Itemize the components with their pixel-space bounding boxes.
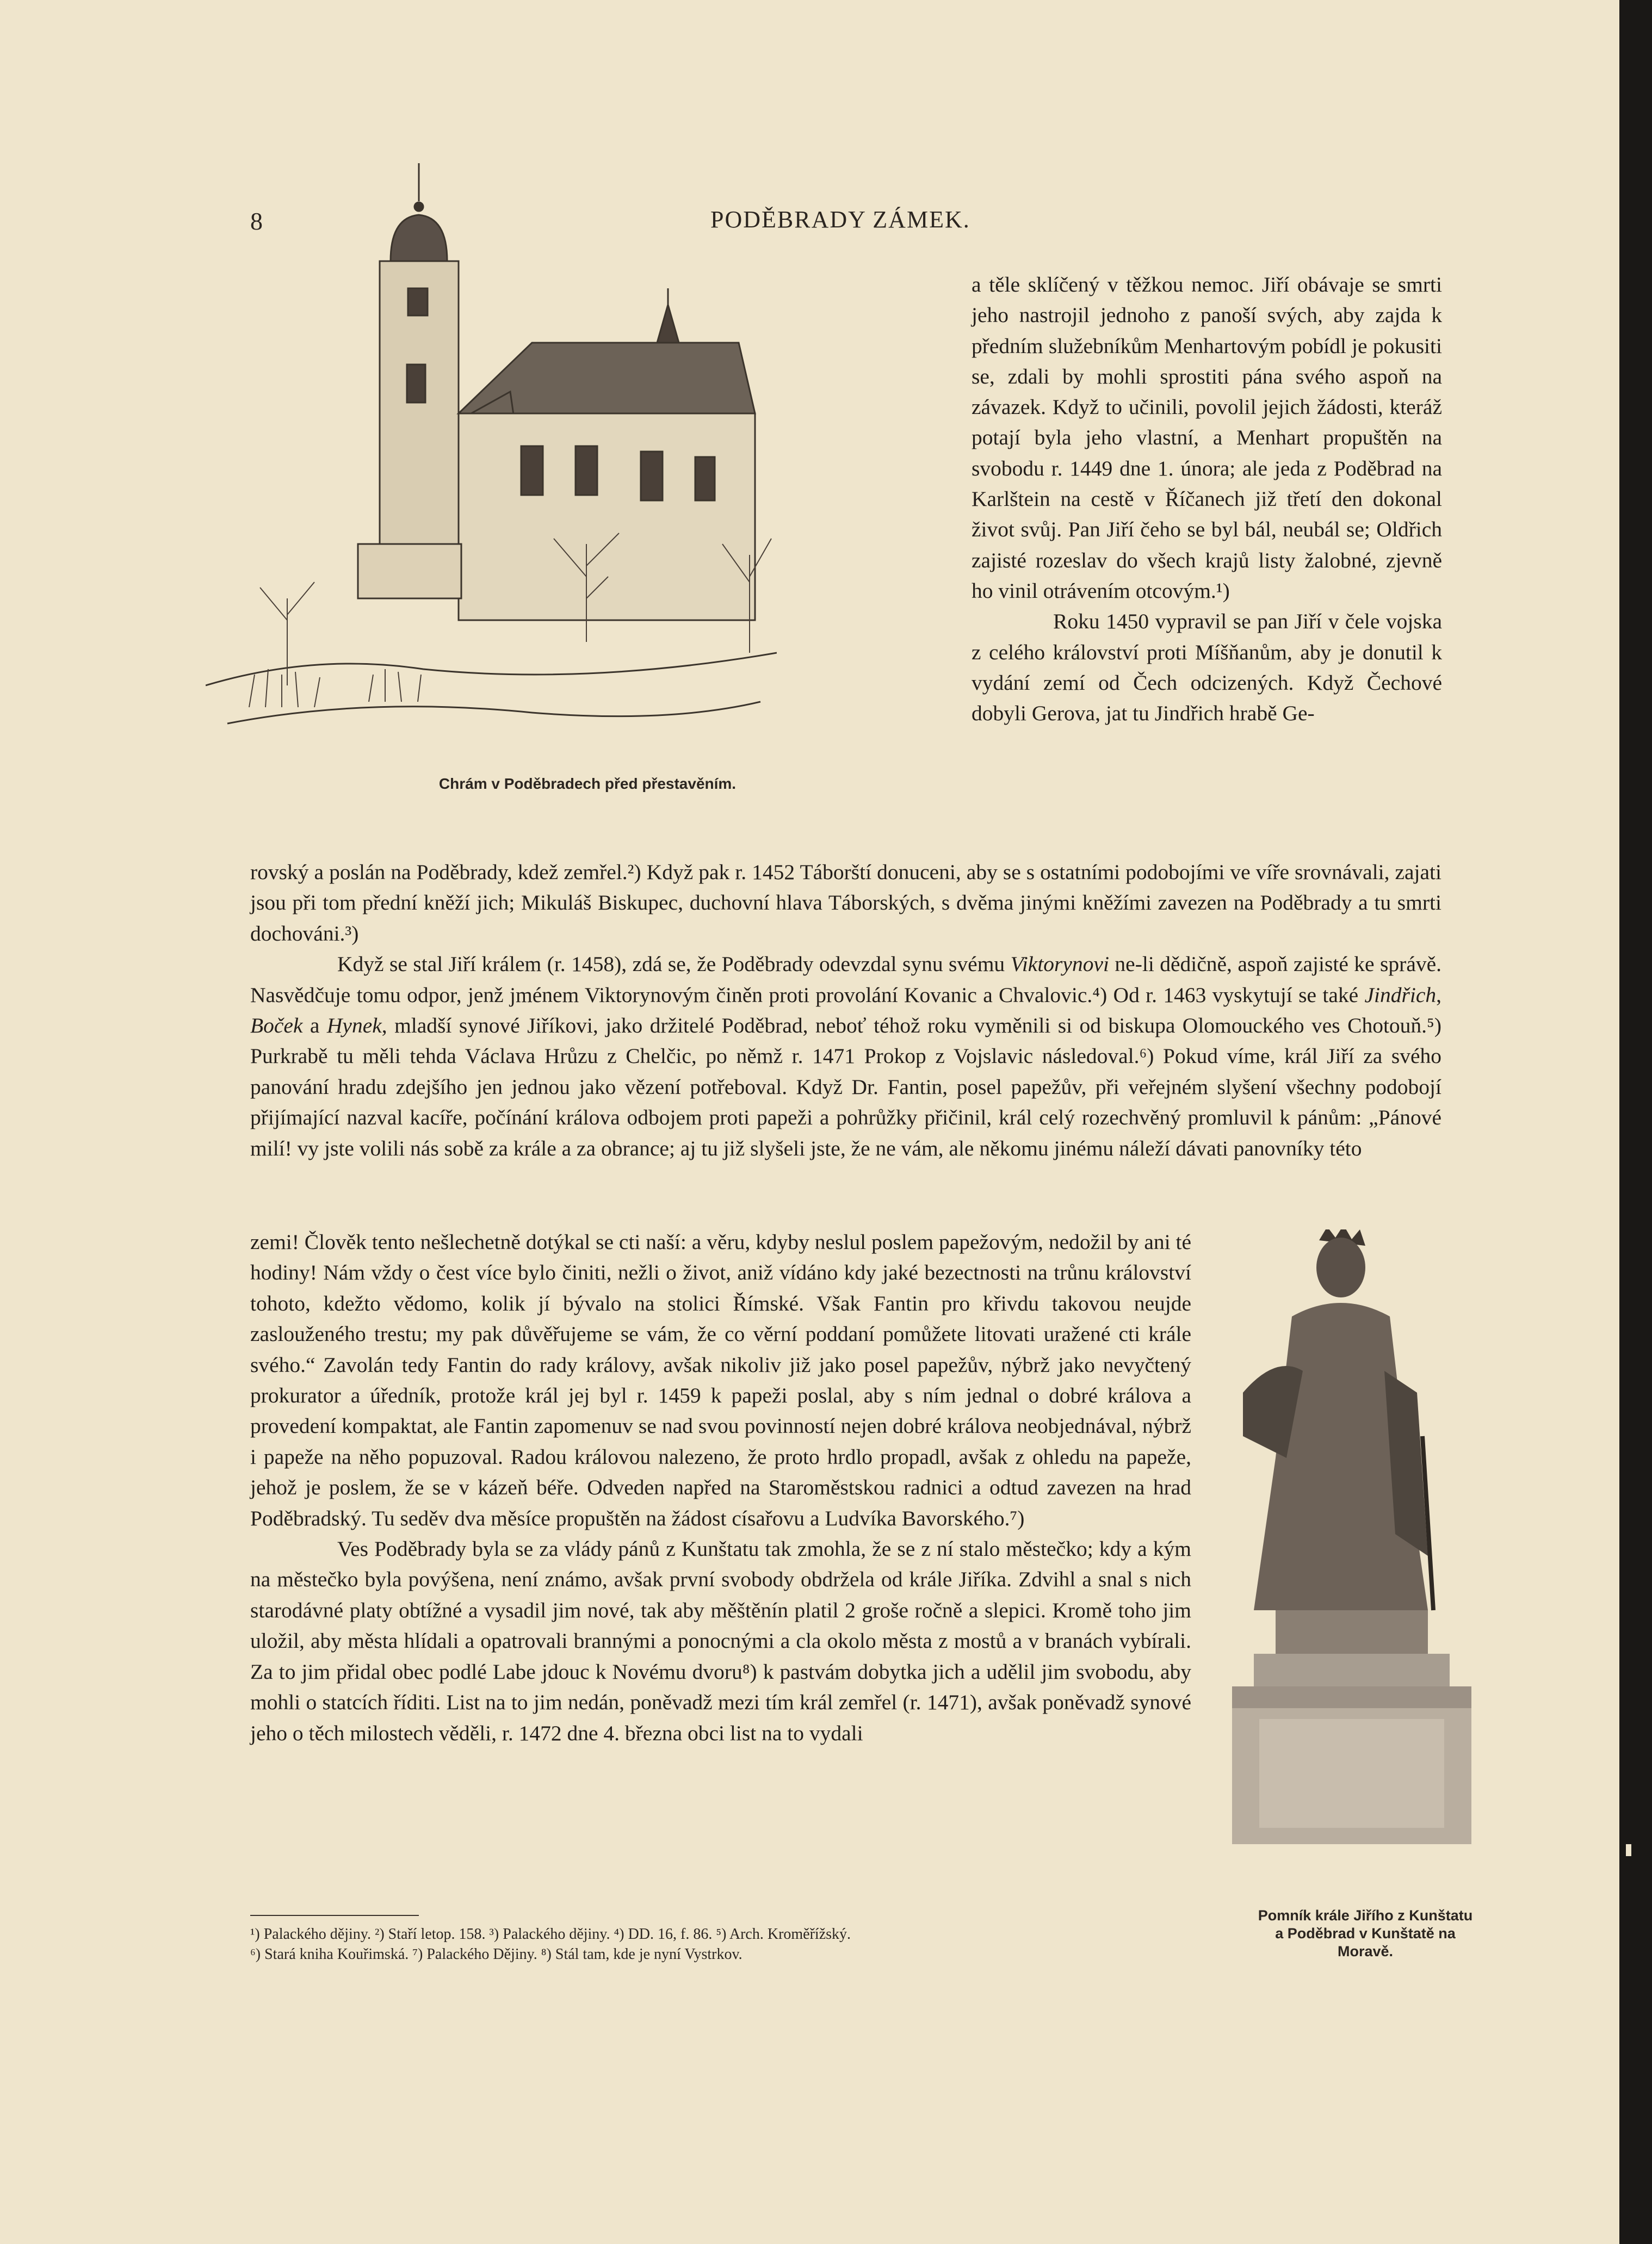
page-number: 8 bbox=[250, 207, 263, 235]
narrow-text bbox=[250, 1227, 1191, 1748]
paragraph: rovský a poslán na Poděbrady, kdež zemřel.²) Když pak r. 1452 Táborští donuceni, aby se s ostatními podobojími ve víře srovnávali, zajati jsou při tom přední kněží jich; Mikuláš Biskupec, duchovní hlava Táborských, s dvěma jinými kněžími zavezen na Poděbrady a tu smrti dochováni.³) bbox=[250, 860, 1441, 945]
paragraph: Roku 1450 vypravil se pan Jiří v čele vojska z celého království proti Míšňanům, aby je donutil k vydání zemí od Čech odcizených. Když Čechové dobyli Gerova, jat tu Jindřich hrabě Ge- bbox=[972, 609, 1442, 726]
footnote-rule bbox=[250, 1915, 419, 1916]
scan-edge bbox=[1619, 0, 1652, 2244]
full-width-text bbox=[250, 857, 1441, 1164]
name-bocek: Boček bbox=[250, 1013, 303, 1038]
footnote-line: ⁶) Stará kniha Kouřimská. ⁷) Palackého Dějiny. ⁸) Stál tam, kde je nyní Vystrkov. bbox=[250, 1946, 743, 1963]
paragraph: Ves Poděbrady byla se za vlády pánů z Kunštatu tak zmohla, že se z ní stalo městečko; kdy a kým na městečko byla povýšena, není známo, avšak první svobody obdržela od krále Jiříka. Zdvihl a snal s nich starodávné platy obtížné a vysadil jim nové, tak aby měštěnín platil 2 groše ročně a slepici. Kromě toho jim uložil, aby města hlídali a opatrovali brannými a ponocnými a cla okolo města z mostů a v branách vybírali. Za to jim přidal obec podlé Labe jdouc k Novému dvoru⁸) k pastvám dobytka jich a udělil jim svobodu, aby mohli o statcích říditi. List na to jim nedán, poněvadž mezi tím král zemřel (r. 1471), avšak poněvadž synové jeho o těch milostech věděli, r. 1472 dne 4. března obci list na to vydali bbox=[250, 1537, 1191, 1745]
name-viktorin: Viktorynovi bbox=[1010, 952, 1109, 976]
statue-photo bbox=[1210, 1229, 1493, 1844]
church-illustration bbox=[206, 163, 777, 756]
name-hynek: Hynek bbox=[326, 1013, 382, 1038]
running-header: PODĚBRADY ZÁMEK. bbox=[710, 206, 970, 233]
church-caption: Chrám v Poděbradech před přestavěním. bbox=[438, 775, 737, 792]
footnote-line: ¹) Palackého dějiny. ²) Staří letop. 158. ³) Palackého dějiny. ⁴) DD. 16, f. 86. ⁵) Arch. Kroměřížský. bbox=[250, 1926, 851, 1943]
footnotes bbox=[250, 1924, 1099, 1964]
paragraph: a těle sklíčený v těžkou nemoc. Jiří obávaje se smrti jeho nastrojil jednoho z panoší svých, aby zajda k předním služebníkům Menhartovým pobídl je pokusiti se, zdali by mohli sprostiti pána svého aspoň na závazek. Když to učinili, povolil jejich žádosti, kteráž potají byla jeho vlastní, a Menhart propuštěn na svobodu r. 1449 dne 1. února; ale jeda z Poděbrad na Karlštein na cestě v Říčanech již třetí den dokonal život svůj. Pan Jiří čeho se byl bál, neubál se; Oldřich zajisté rozeslav do všech krajů listy žalobné, zjevně ho vinil otrávením otcovým.¹) bbox=[972, 273, 1442, 603]
statue-caption: Pomník krále Jiřího z Kunštatu a Poděbrad v Kunštatě na Moravě. bbox=[1258, 1907, 1473, 1959]
name-jindrich: Jindřich bbox=[1364, 982, 1437, 1007]
paragraph: zemi! Člověk tento nešlechetně dotýkal se cti naší: a věru, kdyby neslul poslem papežovým, nedožil by ani té hodiny! Nám vždy o čest více bylo činiti, nežli o život, aniž vídáno kdy jaké bezectnosti na trůnu království tohoto, kdežto vědomo, kolik jí bývalo na stolici Římské. Však Fantin pro křivdu takovou neujde zaslouženého trestu; my pak důvěřujeme se vám, že co věrní poddaní pomůžete litovati uražené cti krále svého.“ Zavolán tedy Fantin do rady královy, avšak nikoliv již jako posel papežův, nýbrž jako nevyčtený prokurator a úředník, protože král jej byl r. 1459 k papeži poslal, aby s ním jednal o dobré králova a provedení kompaktat, ale Fantin zapomenuv se nad svou povinností nejen dobré králova neobjednával, nýbrž i papeže na něho popuzoval. Radou královou nalezeno, že proto hrdlo propadl, avšak z ohledu na papeže, jehož je poslem, že se v kázeň béře. Odveden napřed na Staroměstskou radnici a odtud zavezen na hrad Poděbradský. Tu seděv dva měsíce propuštěn na žádost císařovu a Ludvíka Bavorského.⁷) bbox=[250, 1230, 1191, 1530]
paragraph: Když se stal Jiří králem (r. 1458), zdá se, že Poděbrady odevzdal synu svému Viktorynovi ne-li dědičně, aspoň zajisté ke správě. Nasvědčuje tomu odpor, jenž jménem Viktorynovým činěn proti provolání Kovanic a Chvalovic.⁴) Od r. 1463 vyskytují se také Jindřich, Boček a Hynek, mladší synové Jiříkovi, jako držitelé Poděbrad, neboť téhož roku vyměnili si od biskupa Olomouckého ves Chotouň.⁵) Purkrabě tu měli tehda Václava Hrůzu z Chelčic, po němž r. 1471 Prokop z Vojslavic následoval.⁶) Pokud víme, král Jiří za svého panování hradu zdejšího jen jednou jako vězení potřeboval. Když Dr. Fantin, posel papežův, při veřejném slyšení všechny podobojí přijímající nazval kacíře, počínání králova odbojem proti papeži a pohrůžky přičinil, král celý rozechvěný promluvil k pánům: „Pánové milí! vy jste volili nás sobě za krále a za obrance; aj tu již slyšeli jste, že ne vám, ale někomu jinému náleží dávati panovníky této bbox=[250, 952, 1442, 1160]
right-column-text bbox=[972, 269, 1442, 728]
